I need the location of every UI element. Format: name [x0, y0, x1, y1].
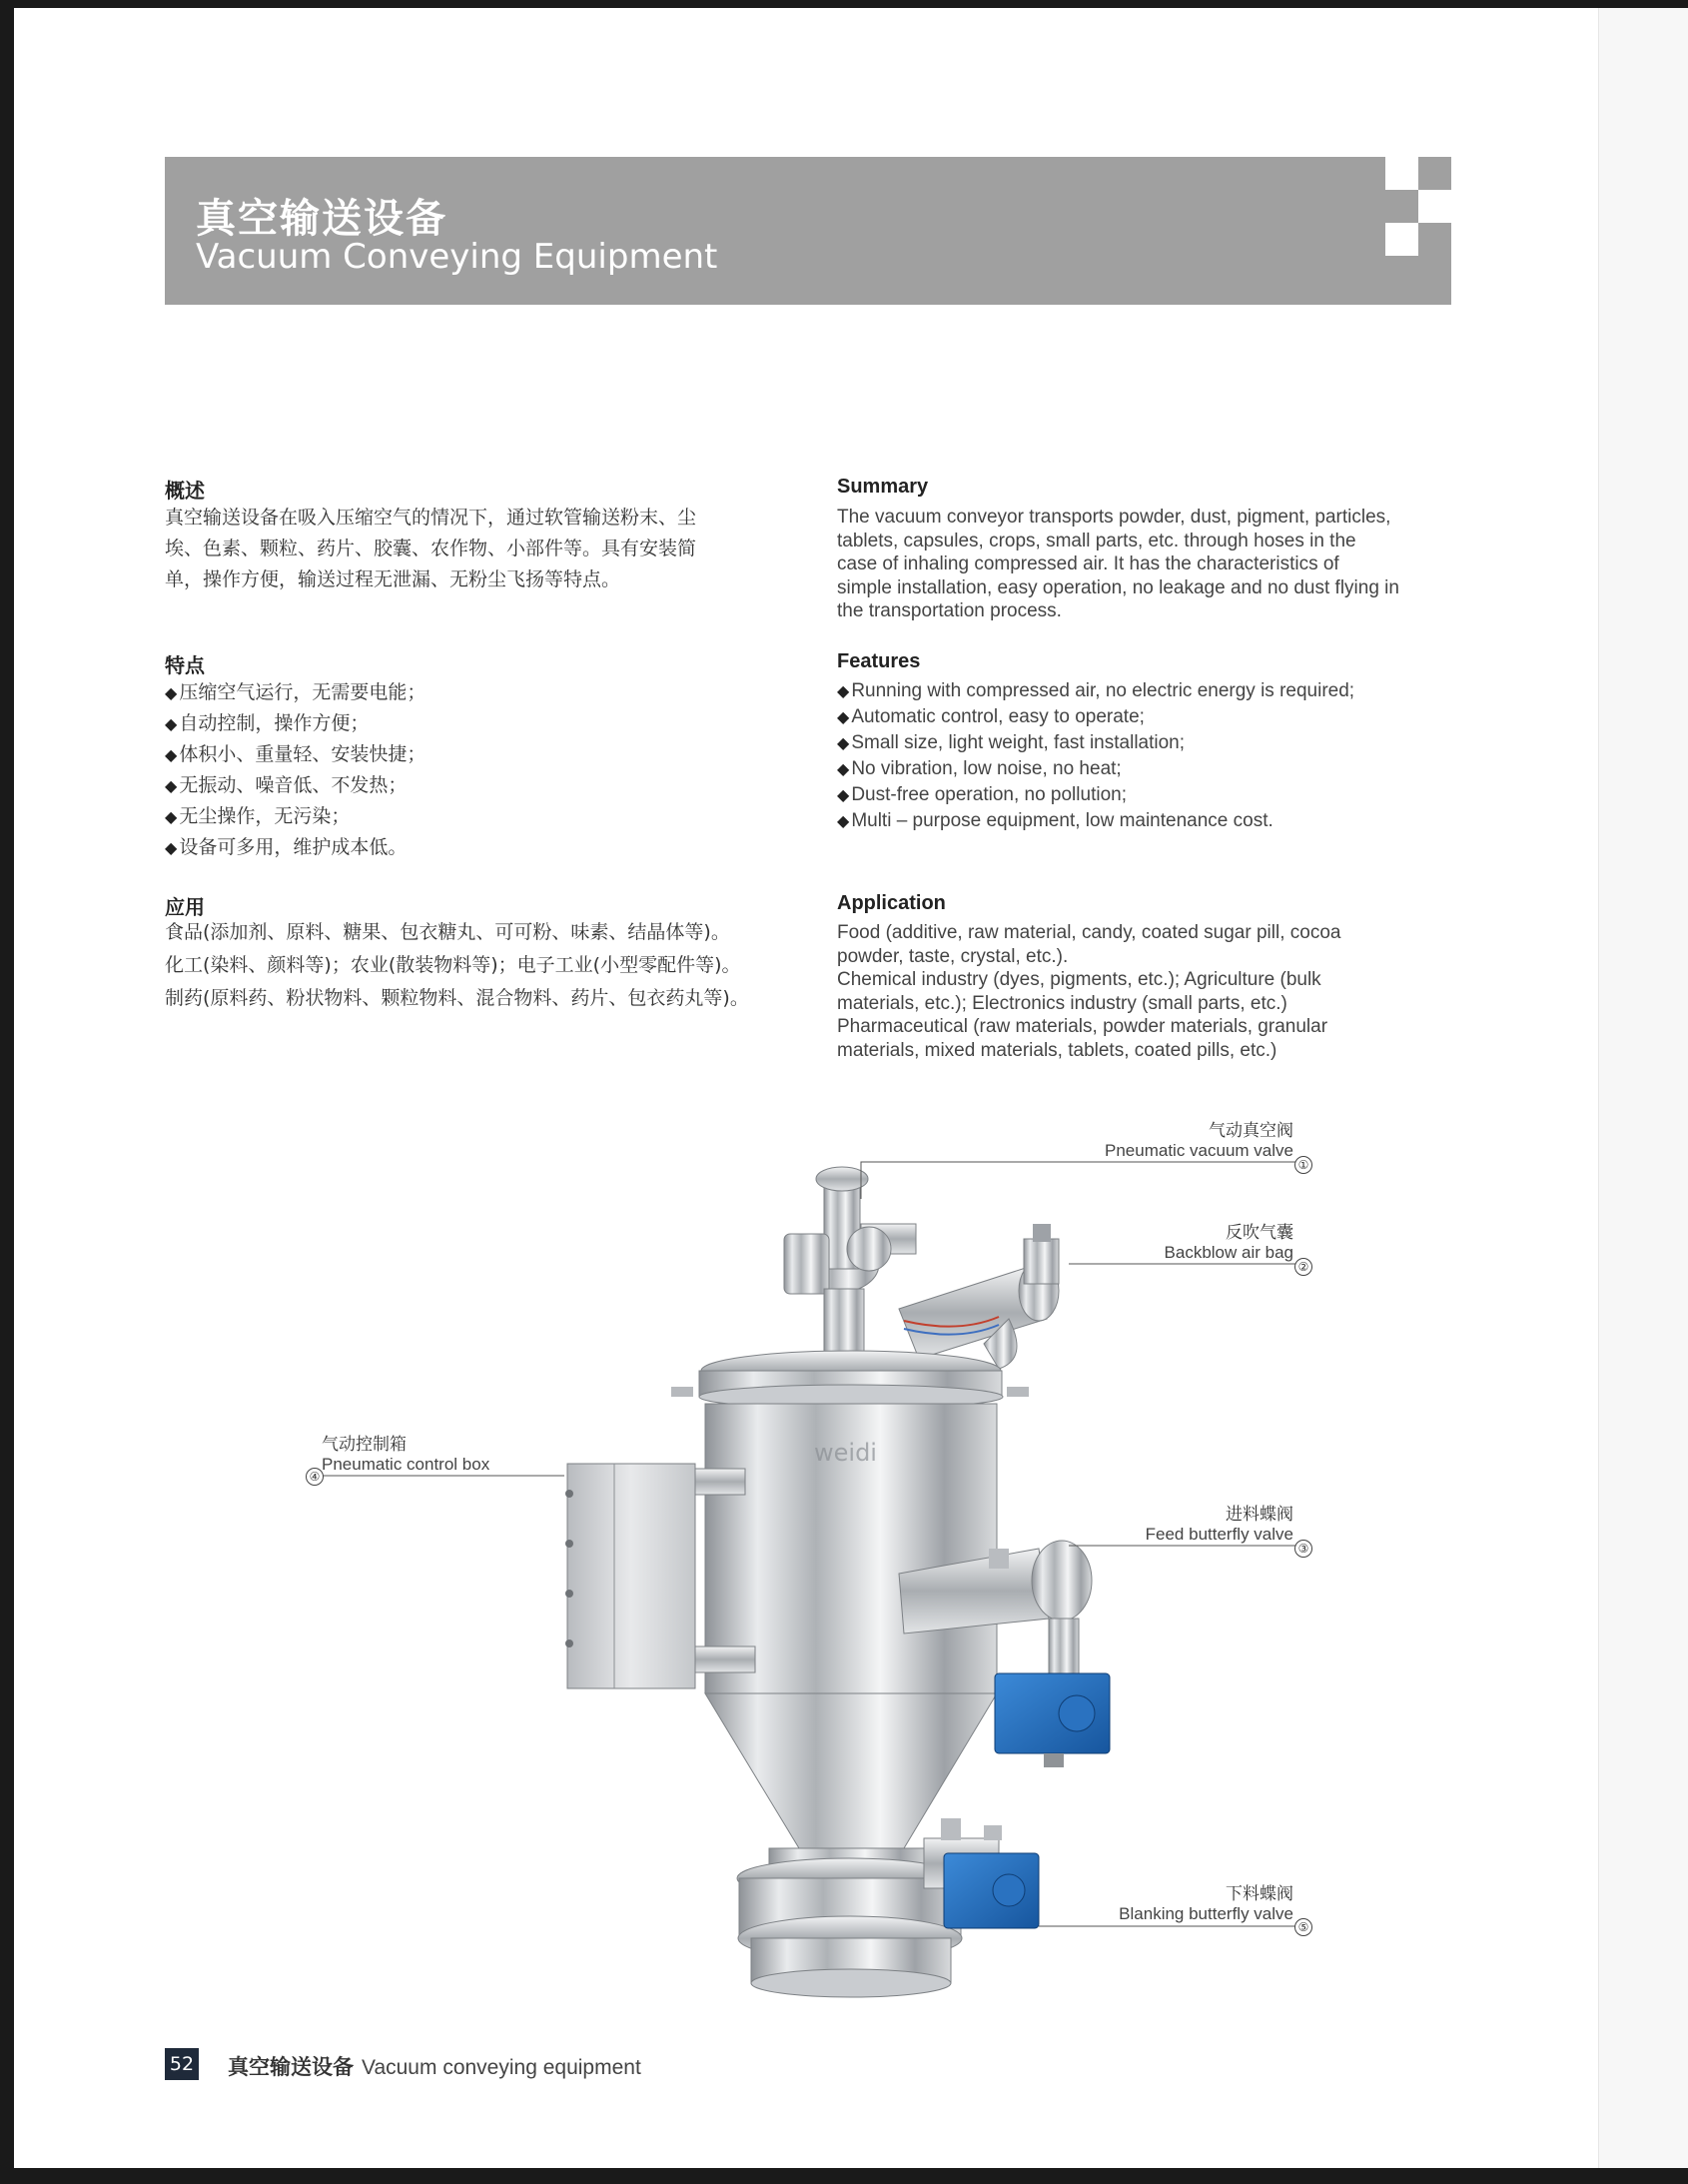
callout-pneumatic-vacuum-valve [1105, 1121, 1293, 1161]
diamond-bullet-icon: ◆ [837, 761, 850, 778]
list-item: ◆ Small size, light weight, fast installation; [837, 732, 1186, 753]
text-line: materials, mixed materials, tablets, coated pills, etc.) [837, 1039, 1277, 1061]
features-heading-en: Features [837, 650, 921, 672]
text-line: Chemical industry (dyes, pigments, etc.); Agriculture (bulk [837, 969, 1321, 990]
diamond-bullet-icon: ◆ [837, 735, 850, 752]
text-line: powder, taste, crystal, etc.). [837, 945, 1069, 967]
text-line: Food (additive, raw material, candy, coated sugar pill, cocoa [837, 922, 1341, 943]
footer-text-en: Vacuum conveying equipment [362, 2056, 641, 2079]
callout-label-en: Feed butterfly valve [1145, 1525, 1293, 1544]
list-item: ◆ 无振动、噪音低、不发热； [165, 774, 408, 796]
list-item: ◆ 体积小、重量轻、安装快捷； [165, 743, 426, 765]
text-line: simple installation, easy operation, no leakage and no dust flying in [837, 576, 1399, 598]
callout-pneumatic-control-box [322, 1435, 489, 1475]
callout-number-2: ② [1294, 1258, 1312, 1276]
application-heading-zh: 应用 [165, 895, 205, 919]
callout-backblow-air-bag [1165, 1223, 1293, 1263]
brand-watermark: weidi [814, 1439, 877, 1467]
diamond-bullet-icon: ◆ [165, 683, 178, 702]
page-title-en: Vacuum Conveying Equipment [196, 237, 718, 277]
text-line: 真空输送设备在吸入压缩空气的情况下，通过软管输送粉末、尘 [165, 507, 697, 529]
list-item: ◆ 压缩空气运行，无需要电能； [165, 681, 426, 703]
leader-line [861, 1162, 1295, 1199]
application-heading-en: Application [837, 892, 946, 914]
list-item: ◆ Running with compressed air, no electric energy is required; [837, 680, 1355, 701]
list-item: ◆ 设备可多用，维护成本低。 [165, 836, 408, 858]
text-line: tablets, capsules, crops, small parts, etc. through hoses in the [837, 530, 1356, 551]
list-item: ◆ 自动控制，操作方便； [165, 712, 370, 734]
callout-label-zh: 下料蝶阀 [1226, 1884, 1293, 1904]
text-line: 制药(原料药、粉状物料、颗粒物料、混合物料、药片、包衣药丸等)。 [165, 987, 749, 1009]
callout-number-3: ③ [1294, 1540, 1312, 1558]
list-item: ◆ Multi – purpose equipment, low maintenance cost. [837, 810, 1273, 831]
page-number: 52 [165, 2048, 199, 2080]
callout-label-en: Blanking butterfly valve [1119, 1904, 1293, 1923]
diamond-bullet-icon: ◆ [165, 776, 178, 795]
text-line: 埃、色素、颗粒、药片、胶囊、农作物、小部件等。具有安装简 [165, 538, 697, 559]
callout-label-en: Backblow air bag [1164, 1243, 1293, 1262]
diamond-bullet-icon: ◆ [837, 683, 850, 700]
text-line: 化工(染料、颜料等)；农业(散装物料等)；电子工业(小型零配件等)。 [165, 954, 741, 976]
callout-number-5: ⑤ [1294, 1918, 1312, 1936]
callout-label-zh: 进料蝶阀 [1226, 1505, 1293, 1525]
list-item: ◆ 无尘操作，无污染； [165, 805, 351, 827]
callout-number-4: ④ [306, 1468, 324, 1486]
features-heading-zh: 特点 [165, 653, 205, 677]
backblow-air-bag [899, 1224, 1059, 1369]
callout-label-zh: 气动控制箱 [322, 1435, 407, 1455]
callout-number-1: ① [1294, 1156, 1312, 1174]
callout-feed-butterfly-valve [1146, 1505, 1293, 1545]
text-line: the transportation process. [837, 600, 1062, 621]
text-line: materials, etc.); Electronics industry (small parts, etc.) [837, 992, 1287, 1014]
diamond-bullet-icon: ◆ [837, 709, 850, 726]
text-line: Pharmaceutical (raw materials, powder materials, granular [837, 1016, 1328, 1037]
diamond-bullet-icon: ◆ [165, 807, 178, 826]
footer-caption [228, 2051, 641, 2081]
summary-heading-en: Summary [837, 476, 929, 498]
diamond-bullet-icon: ◆ [837, 813, 850, 830]
list-item: ◆ Automatic control, easy to operate; [837, 706, 1145, 727]
list-item: ◆ Dust-free operation, no pollution; [837, 784, 1127, 805]
callout-label-zh: 气动真空阀 [1209, 1121, 1293, 1141]
text-line: 单，操作方便，输送过程无泄漏、无粉尘飞扬等特点。 [165, 568, 621, 590]
summary-heading-zh: 概述 [165, 479, 205, 503]
text-line: 食品(添加剂、原料、糖果、包衣糖丸、可可粉、味素、结晶体等)。 [165, 921, 730, 943]
callout-blanking-butterfly-valve [1119, 1884, 1293, 1924]
diamond-bullet-icon: ◆ [165, 714, 178, 733]
diamond-bullet-icon: ◆ [165, 838, 178, 857]
footer-text-zh: 真空输送设备 [228, 2055, 354, 2079]
callout-label-en: Pneumatic vacuum valve [1105, 1141, 1293, 1160]
text-line: case of inhaling compressed air. It has the characteristics of [837, 553, 1339, 574]
callout-label-en: Pneumatic control box [322, 1455, 490, 1474]
list-item: ◆ No vibration, low noise, no heat; [837, 758, 1122, 779]
text-line: The vacuum conveyor transports powder, dust, pigment, particles, [837, 507, 1391, 528]
callout-label-zh: 反吹气囊 [1226, 1223, 1293, 1243]
diamond-bullet-icon: ◆ [165, 745, 178, 764]
pneumatic-vacuum-valve [784, 1167, 916, 1294]
page-title-zh: 真空输送设备 [196, 196, 447, 242]
diamond-bullet-icon: ◆ [837, 787, 850, 804]
